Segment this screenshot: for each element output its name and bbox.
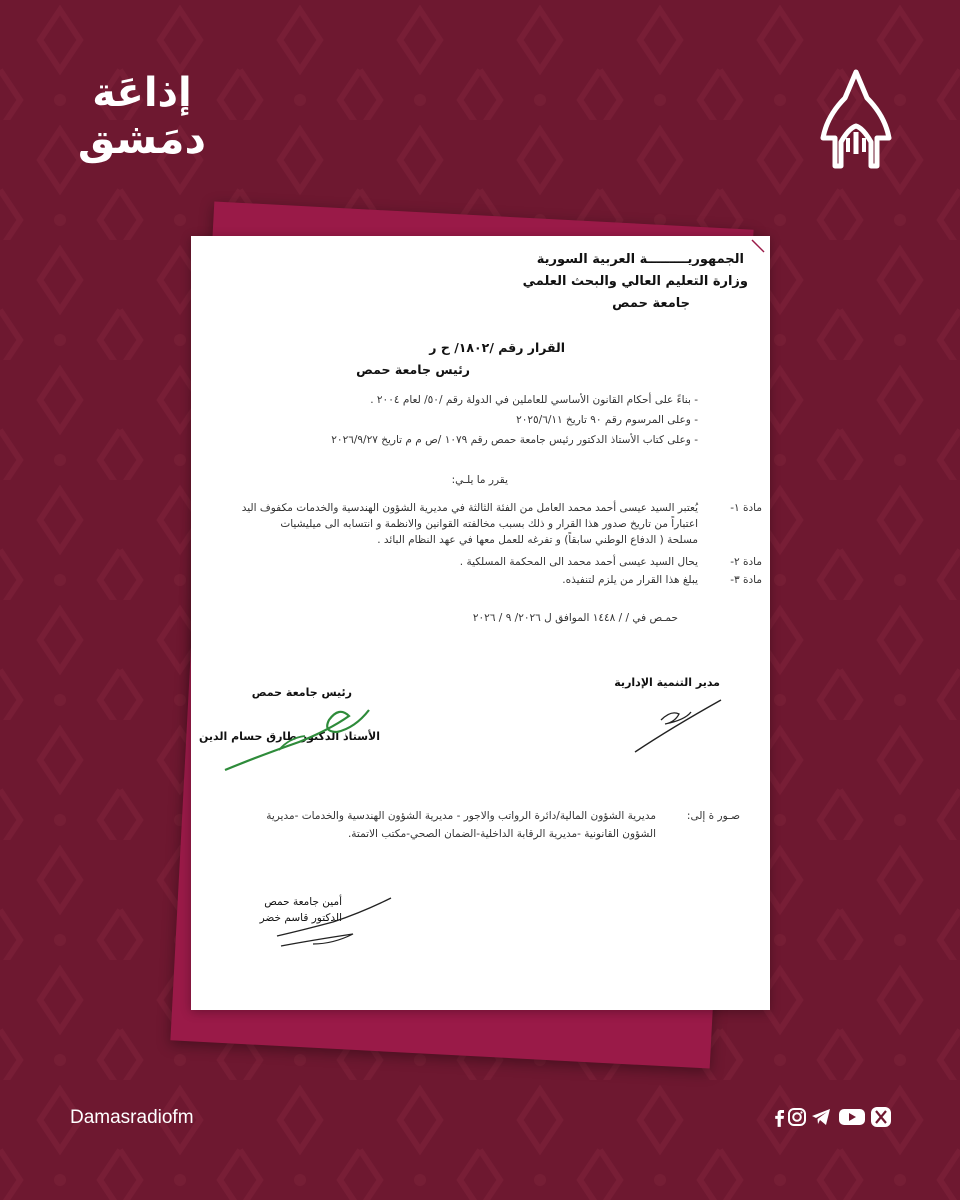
header-republic: الجمهوريـــــــــة العربية السورية — [536, 252, 744, 267]
secretary-name: الدكتور قاسم خضر — [259, 912, 342, 924]
decision-document — [191, 236, 770, 1010]
youtube-icon[interactable] — [838, 1106, 866, 1128]
article-1-line-1: يُعتبر السيد عيسى أحمد محمد العامل من الفئة الثالثة في مديرية الشؤون الهندسية والخدمات مكفوف اليد — [241, 502, 698, 514]
instagram-icon[interactable] — [786, 1106, 808, 1128]
emblem-icon — [815, 68, 897, 172]
decides-heading: يقرر ما يلـي: — [451, 474, 508, 486]
president-signature — [219, 698, 389, 778]
article-1-label: مادة ١- — [730, 502, 762, 514]
radio-logo — [62, 70, 222, 162]
issuer-title: رئيس جامعة حمص — [356, 362, 470, 377]
article-2-label: مادة ٢- — [730, 556, 762, 568]
header-university: جامعة حمص — [612, 296, 690, 311]
article-3-label: مادة ٣- — [730, 574, 762, 586]
secretary-signature — [273, 896, 397, 956]
logo-line-1: إذاعَة — [92, 70, 192, 116]
telegram-icon[interactable] — [810, 1106, 832, 1128]
x-icon[interactable] — [870, 1106, 892, 1128]
cc-label: صـور ة إلى: — [686, 810, 740, 822]
article-2-line-1: يحال السيد عيسى أحمد محمد الى المحكمة المسلكية . — [459, 556, 698, 568]
cc-line-2: الشؤون القانونية -مديرية الرقابة الداخلية-الضمان الصحي-مكتب الاتمتة. — [347, 828, 656, 840]
preamble-line-1: - بناءً على أحكام القانون الأساسي للعاملين في الدولة رقم /٥٠/ لعام ٢٠٠٤ . — [370, 394, 698, 406]
secretary-title: أمين جامعة حمص — [264, 896, 342, 908]
cc-line-1: مديرية الشؤون المالية/دائرة الرواتب والاجور - مديرية الشؤون الهندسية والخدمات -مديرية — [266, 810, 656, 822]
article-1-line-3: مسلحة ( الدفاع الوطني سابقاً) و تفرغه للعمل معها في عهد النظام البائد . — [377, 534, 698, 546]
place-date: حمـص في / / ١٤٤٨ الموافق ل ٢٠٢٦/ ٩ / ٢٠٢٦ — [472, 612, 678, 624]
decision-number: القرار رقم /١٨٠٢/ ح ر — [429, 340, 565, 355]
logo-line-2: دمَشق — [77, 114, 207, 163]
social-handle[interactable]: Damasradiofm — [70, 1107, 194, 1128]
preamble-line-3: - وعلى كتاب الأستاذ الدكتور رئيس جامعة حمص رقم ١٠٧٩ /ص م م تاريخ ٢٠٢٦/٩/٢٧ — [331, 434, 698, 446]
header-ministry: وزارة التعليم العالي والبحث العلمي — [522, 274, 748, 289]
article-3-line-1: يبلغ هذا القرار من يلزم لتنفيذه. — [562, 574, 698, 586]
left-signatory-name: الأستاذ الدكتور طارق حسام الدين — [199, 730, 380, 743]
left-signatory-title: رئيس جامعة حمص — [251, 686, 352, 699]
article-1-line-2: اعتباراً من تاريخ صدور هذا القرار و ذلك بسبب مخالفته القوانين والانظمة و انتسابه الى ميليشيات — [280, 518, 698, 530]
preamble-line-2: - وعلى المرسوم رقم ٩٠ تاريخ ٢٠٢٥/٦/١١ — [516, 414, 698, 426]
director-signature — [631, 692, 731, 758]
right-signatory-title: مدير التنمية الإدارية — [614, 676, 720, 689]
page-corner-mark — [750, 238, 766, 254]
